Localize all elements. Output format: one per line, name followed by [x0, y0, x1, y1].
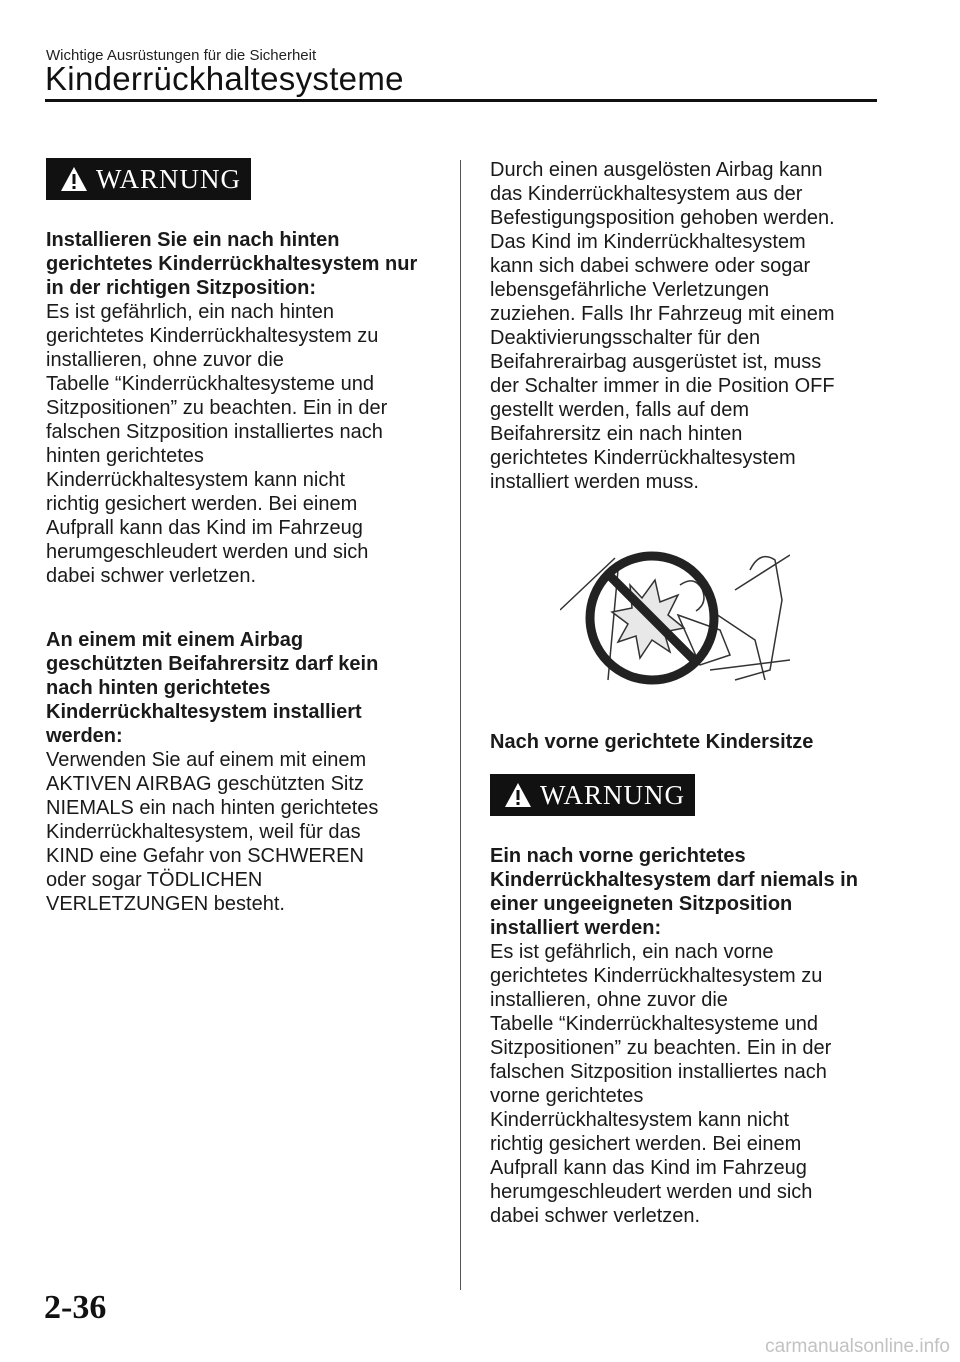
text-line: Verwenden Sie auf einem mit einem [46, 749, 367, 771]
text-line: Installieren Sie ein nach hinten [46, 229, 340, 251]
text-line: der Schalter immer in die Position OFF [490, 375, 835, 397]
left-column [46, 158, 441, 916]
text-line: Sitzpositionen” zu beachten. Ein in der [490, 1037, 832, 1059]
text-line: hinten gerichtetes [46, 445, 204, 467]
text-line: gestellt werden, falls auf dem [490, 399, 750, 421]
text-line: lebensgefährliche Verletzungen [490, 279, 770, 301]
warning-body [490, 940, 885, 1228]
header-rule [45, 99, 877, 102]
text-line: gerichtetes Kinderrückhaltesystem nur [46, 253, 418, 275]
text-line: oder sogar TÖDLICHEN [46, 869, 263, 891]
text-line: kann sich dabei schwere oder sogar [490, 255, 811, 277]
text-line: einer ungeeigneten Sitzposition [490, 893, 793, 915]
text-line: Tabelle “Kinderrückhaltesysteme und [46, 373, 374, 395]
text-line: in der richtigen Sitzposition: [46, 277, 316, 299]
text-line: Kinderrückhaltesystem, weil für das [46, 821, 361, 843]
warning-heading [46, 628, 441, 748]
text-line: dabei schwer verletzen. [46, 565, 257, 587]
header-section: Wichtige Ausrüstungen für die Sicherheit [46, 47, 317, 64]
text-line: falschen Sitzposition installiertes nach [46, 421, 383, 443]
text-line: herumgeschleudert werden und sich [46, 541, 369, 563]
text-line: Befestigungsposition gehoben werden. [490, 207, 835, 229]
text-line: KIND eine Gefahr von SCHWEREN [46, 845, 364, 867]
text-line: dabei schwer verletzen. [490, 1205, 701, 1227]
warning-triangle-icon [504, 782, 532, 808]
watermark: carmanualsonline.info [765, 1336, 950, 1357]
text-line: herumgeschleudert werden und sich [490, 1181, 813, 1203]
subsection-heading: Nach vorne gerichtete Kindersitze [490, 731, 814, 753]
text-line: Beifahrersitz ein nach hinten [490, 423, 743, 445]
text-line: Es ist gefährlich, ein nach vorne [490, 941, 774, 963]
text-line: werden: [46, 725, 123, 747]
text-line: richtig gesichert werden. Bei einem [46, 493, 358, 515]
warning-triangle-icon [60, 166, 88, 192]
text-line: geschützten Beifahrersitz darf kein [46, 653, 379, 675]
text-line: gerichtetes Kinderrückhaltesystem zu [46, 325, 379, 347]
text-line: nach hinten gerichtetes [46, 677, 271, 699]
text-line: Kinderrückhaltesystem kann nicht [46, 469, 346, 491]
text-line: falschen Sitzposition installiertes nach [490, 1061, 827, 1083]
text-line: das Kinderrückhaltesystem aus der [490, 183, 803, 205]
text-line: Sitzpositionen” zu beachten. Ein in der [46, 397, 388, 419]
text-line: Kinderrückhaltesystem installiert [46, 701, 362, 723]
column-divider [460, 160, 461, 1290]
text-line: installieren, ohne zuvor die [46, 349, 284, 371]
text-line: VERLETZUNGEN besteht. [46, 893, 285, 915]
text-line: installiert werden muss. [490, 471, 699, 493]
text-line: vorne gerichtetes [490, 1085, 644, 1107]
text-line: gerichtetes Kinderrückhaltesystem [490, 447, 796, 469]
text-line: Das Kind im Kinderrückhaltesystem [490, 231, 806, 253]
text-line: Ein nach vorne gerichtetes [490, 845, 746, 867]
text-line: Beifahrerairbag ausgerüstet ist, muss [490, 351, 822, 373]
text-line: richtig gesichert werden. Bei einem [490, 1133, 802, 1155]
page-title: Kinderrückhaltesysteme [45, 60, 404, 97]
warning-body [490, 158, 885, 494]
warning-badge [46, 158, 251, 200]
right-column [490, 158, 885, 1228]
text-line: NIEMALS ein nach hinten gerichtetes [46, 797, 379, 819]
text-line: An einem mit einem Airbag [46, 629, 304, 651]
text-line: Kinderrückhaltesystem kann nicht [490, 1109, 790, 1131]
text-line: Tabelle “Kinderrückhaltesysteme und [490, 1013, 818, 1035]
text-line: Durch einen ausgelösten Airbag kann [490, 159, 823, 181]
text-line: installiert werden: [490, 917, 662, 939]
text-line: Aufprall kann das Kind im Fahrzeug [490, 1157, 807, 1179]
warning-label: WARNUNG [96, 164, 241, 194]
text-line: Kinderrückhaltesystem darf niemals in [490, 869, 858, 891]
text-line: gerichtetes Kinderrückhaltesystem zu [490, 965, 823, 987]
warning-heading [46, 228, 441, 300]
warning-body [46, 748, 441, 916]
warning-label: WARNUNG [540, 780, 685, 810]
warning-heading [490, 844, 885, 940]
text-line: Es ist gefährlich, ein nach hinten [46, 301, 334, 323]
text-line: AKTIVEN AIRBAG geschützten Sitz [46, 773, 364, 795]
warning-badge [490, 774, 695, 816]
text-line: zuziehen. Falls Ihr Fahrzeug mit einem [490, 303, 835, 325]
text-line: Deaktivierungsschalter für den [490, 327, 761, 349]
rear-facing-seat-prohibited-illustration [560, 530, 790, 690]
text-line: installieren, ohne zuvor die [490, 989, 728, 1011]
page-number: 2-36 [44, 1289, 107, 1326]
text-line: Aufprall kann das Kind im Fahrzeug [46, 517, 363, 539]
warning-body [46, 300, 441, 588]
